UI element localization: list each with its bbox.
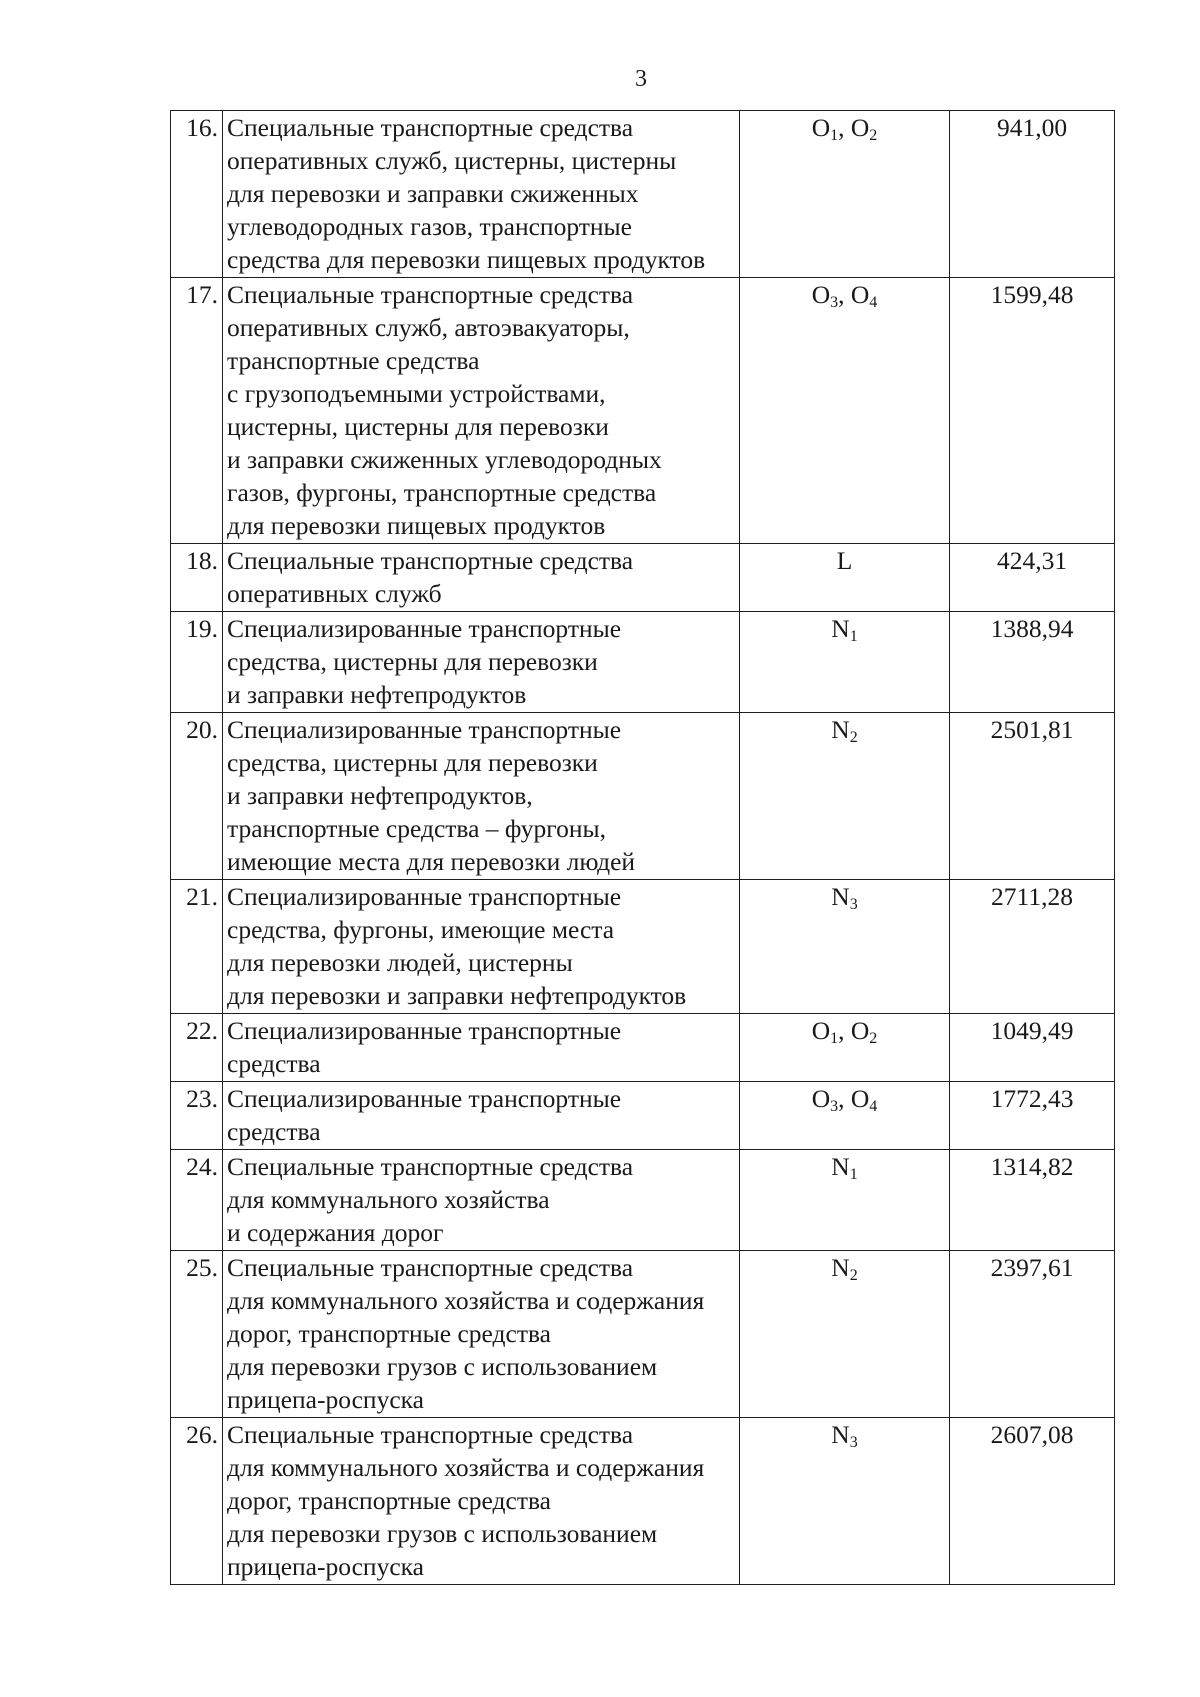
category-subscript: 1 [830,127,839,144]
rate-value: 2711,28 [950,880,1115,1014]
rate-value: 1049,49 [950,1014,1115,1082]
rate-value: 2501,81 [950,713,1115,880]
description-line: имеющие места для перевозки людей [227,847,636,876]
category-subscript: 2 [849,1267,858,1284]
vehicle-description [223,1418,740,1585]
category-letter: N [831,614,850,643]
description-line: и заправки нефтепродуктов [227,680,527,709]
rate-value: 2607,08 [950,1418,1115,1585]
vehicle-category-code: $O_1$, $O_2$ [740,111,950,278]
description-line: средства [227,1117,321,1146]
description-line: для перевозки людей, цистерны [227,948,573,977]
vehicle-category-code: $O_1$, $O_2$ [740,1014,950,1082]
description-line: с грузоподъемными устройствами, [227,379,606,408]
description-line: Специализированные транспортные [227,715,622,744]
vehicle-category-code: $O_3$, $O_4$ [740,278,950,544]
category-subscript: 4 [869,294,878,311]
description-line: цистерны, цистерны для перевозки [227,412,609,441]
vehicle-category-code [740,1150,950,1251]
category-letter: N [831,1253,850,1282]
table-row [171,880,1115,1014]
description-line: Специальные транспортные средства [227,113,634,142]
description-line: средства, фургоны, имеющие места [227,915,615,944]
category-subscript: 1 [830,1030,839,1047]
description-line: Специальные транспортные средства [227,546,634,575]
description-line: средства, цистерны для перевозки [227,647,598,676]
description-line: средства для перевозки пищевых продуктов [227,245,706,274]
category-subscript: 3 [830,1098,839,1115]
table-row [171,1150,1115,1251]
description-line: газов, фургоны, транспортные средства [227,478,657,507]
table-row [171,1251,1115,1418]
rate-value: 1599,48 [950,278,1115,544]
category-letter: N [831,882,850,911]
category-subscript: 3 [849,1434,858,1451]
row-number: 16. [171,111,223,278]
description-line: для перевозки и заправки нефтепродуктов [227,981,687,1010]
description-line: для перевозки и заправки сжиженных [227,179,639,208]
vehicle-description [223,111,740,278]
vehicle-description [223,713,740,880]
description-line: и заправки нефтепродуктов, [227,781,533,810]
description-line: оперативных служб, цистерны, цистерны [227,146,677,175]
vehicle-category-code [740,713,950,880]
vehicle-description [223,1251,740,1418]
category-subscript: 2 [849,729,858,746]
category-letter: N [831,715,850,744]
table-row [171,278,1115,544]
description-line: Специальные транспортные средства [227,1420,634,1449]
description-line: для перевозки грузов с использованием [227,1519,658,1548]
description-line: для коммунального хозяйства и содержания [227,1286,705,1315]
vehicle-category-code [740,612,950,713]
rate-value: 1772,43 [950,1082,1115,1150]
row-number: 20. [171,713,223,880]
description-line: углеводородных газов, транспортные [227,212,632,241]
category-letter: O [850,280,870,309]
table-row [171,1082,1115,1150]
description-line: для коммунального хозяйства и содержания [227,1453,705,1482]
vehicle-category-code [740,544,950,612]
rate-value: 2397,61 [950,1251,1115,1418]
row-number: 24. [171,1150,223,1251]
category-subscript: 2 [869,127,878,144]
category-letter: O [850,1084,870,1113]
category-letter: O [850,113,870,142]
rate-value: 424,31 [950,544,1115,612]
category-subscript: 3 [849,896,858,913]
category-letter: N [831,1420,850,1449]
table-row [171,1418,1115,1585]
description-line: Специализированные транспортные [227,882,622,911]
vehicle-description [223,1150,740,1251]
vehicle-description [223,278,740,544]
row-number: 18. [171,544,223,612]
description-line: дорог, транспортные средства [227,1319,551,1348]
category-subscript: 4 [869,1098,878,1115]
description-line: транспортные средства [227,346,480,375]
table-row [171,1014,1115,1082]
category-letter: N [831,1152,850,1181]
vehicle-description [223,544,740,612]
description-line: для перевозки пищевых продуктов [227,511,606,540]
description-line: и заправки сжиженных углеводородных [227,445,662,474]
description-line: средства, цистерны для перевозки [227,748,598,777]
vehicle-category-code [740,1251,950,1418]
vehicle-description [223,1082,740,1150]
row-number: 19. [171,612,223,713]
category-letter: O [850,1016,870,1045]
row-number: 25. [171,1251,223,1418]
description-line: транспортные средства – фургоны, [227,814,607,843]
description-line: для коммунального хозяйства [227,1185,550,1214]
vehicle-description [223,1014,740,1082]
category-letter: O [811,113,831,142]
table-row [171,544,1115,612]
page-number: 3 [635,66,647,92]
category-letter: O [811,1084,831,1113]
description-line: и содержания дорог [227,1218,444,1247]
vehicle-description [223,612,740,713]
description-line: прицепа-роспуска [227,1552,424,1581]
rate-value: 1388,94 [950,612,1115,713]
table-row [171,111,1115,278]
row-number: 26. [171,1418,223,1585]
category-subscript: 2 [869,1030,878,1047]
category-subscript: 1 [849,628,858,645]
description-line: Специальные транспортные средства [227,1152,634,1181]
description-line: Специализированные транспортные [227,614,622,643]
row-number: 17. [171,278,223,544]
category-letter: L [836,546,853,575]
vehicle-category-code: $O_3$, $O_4$ [740,1082,950,1150]
vehicle-category-code [740,880,950,1014]
row-number: 23. [171,1082,223,1150]
category-subscript: 1 [849,1166,858,1183]
tariff-table [170,110,1115,1585]
description-line: Специализированные транспортные [227,1084,622,1113]
category-letter: O [811,280,831,309]
table-row [171,612,1115,713]
description-line: средства [227,1049,321,1078]
description-line: для перевозки грузов с использованием [227,1352,658,1381]
category-subscript: 3 [830,294,839,311]
description-line: прицепа-роспуска [227,1385,424,1414]
category-letter: O [811,1016,831,1045]
description-line: Специальные транспортные средства [227,280,634,309]
description-line: оперативных служб, автоэвакуаторы, [227,313,630,342]
rate-value: 941,00 [950,111,1115,278]
description-line: Специальные транспортные средства [227,1253,634,1282]
vehicle-description [223,880,740,1014]
row-number: 22. [171,1014,223,1082]
description-line: дорог, транспортные средства [227,1486,551,1515]
table-row [171,713,1115,880]
row-number: 21. [171,880,223,1014]
rate-value: 1314,82 [950,1150,1115,1251]
description-line: оперативных служб [227,579,442,608]
vehicle-category-code [740,1418,950,1585]
description-line: Специализированные транспортные [227,1016,622,1045]
